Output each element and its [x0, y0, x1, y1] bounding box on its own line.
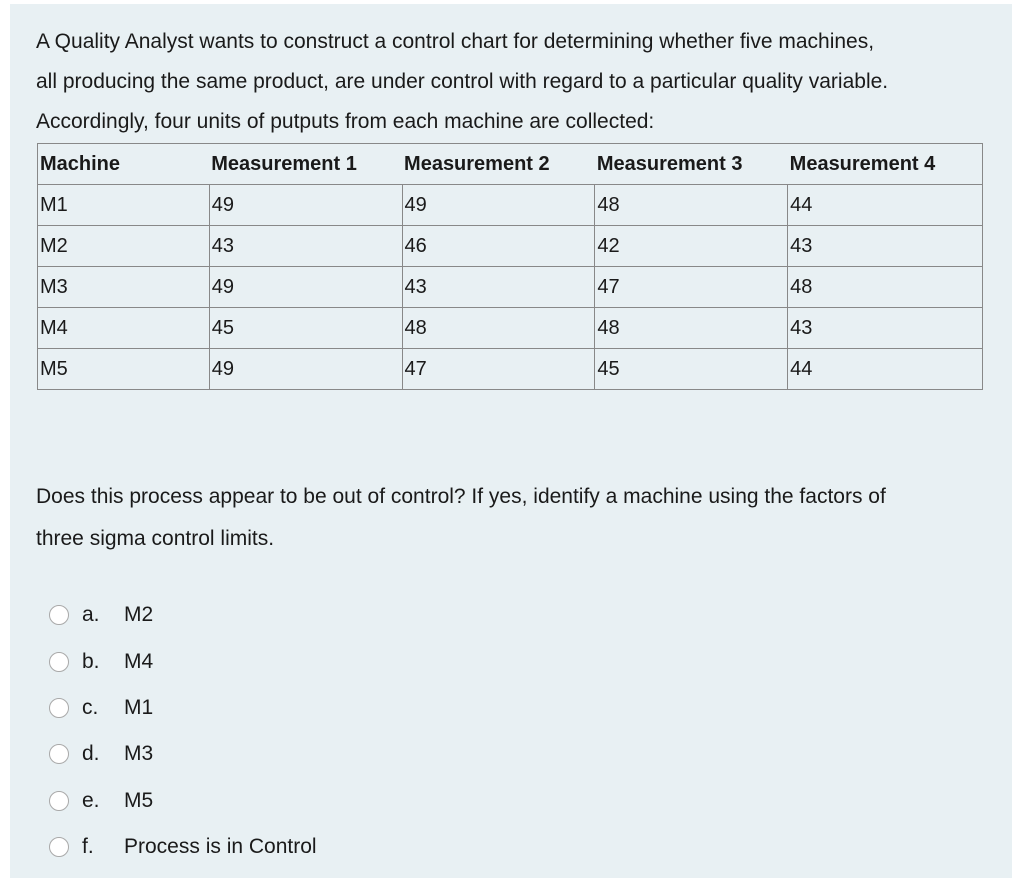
intro-line-1: A Quality Analyst wants to construct a control chart for determining whether five machines, [36, 30, 875, 53]
header-measurement-3: Measurement 3 [595, 144, 788, 185]
table-row [38, 226, 983, 267]
header-measurement-4: Measurement 4 [788, 144, 983, 185]
option-label: M5 [124, 788, 154, 812]
question-intro [36, 22, 996, 142]
cell-measurement-3: 48 [595, 185, 788, 226]
cell-machine: M4 [38, 308, 210, 349]
cell-measurement-3: 45 [595, 349, 788, 390]
option-label: M3 [124, 742, 154, 766]
cell-measurement-2: 43 [402, 267, 595, 308]
question-line-2: three sigma control limits. [36, 527, 275, 550]
cell-measurement-4: 43 [788, 226, 983, 267]
option-letter: c. [82, 695, 99, 719]
measurements-table [37, 143, 983, 390]
cell-machine: M1 [38, 185, 210, 226]
question-line-1: Does this process appear to be out of control? If yes, identify a machine using the factors of [36, 485, 886, 508]
cell-machine: M5 [38, 349, 210, 390]
header-measurement-2: Measurement 2 [402, 144, 595, 185]
radio-button[interactable] [49, 744, 69, 764]
option-f[interactable] [45, 824, 317, 870]
cell-measurement-2: 47 [402, 349, 595, 390]
cell-measurement-1: 49 [209, 349, 402, 390]
cell-measurement-1: 49 [209, 267, 402, 308]
option-letter: d. [82, 742, 100, 766]
header-machine: Machine [38, 144, 210, 185]
radio-button[interactable] [49, 652, 69, 672]
cell-measurement-1: 43 [209, 226, 402, 267]
option-label: M4 [124, 649, 154, 673]
option-letter: b. [82, 649, 100, 673]
option-letter: e. [82, 788, 100, 812]
intro-line-2: all producing the same product, are under control with regard to a particular quality variable. [36, 70, 889, 93]
option-c[interactable] [45, 685, 317, 731]
option-d[interactable] [45, 731, 317, 777]
table-row [38, 267, 983, 308]
radio-button[interactable] [49, 605, 69, 625]
intro-line-3: Accordingly, four units of putputs from each machine are collected: [36, 110, 655, 133]
cell-machine: M3 [38, 267, 210, 308]
cell-measurement-2: 46 [402, 226, 595, 267]
cell-measurement-4: 44 [788, 349, 983, 390]
table-header-row [38, 144, 983, 185]
radio-button[interactable] [49, 698, 69, 718]
cell-measurement-1: 49 [209, 185, 402, 226]
question-prompt [36, 476, 996, 560]
option-a[interactable] [45, 592, 317, 638]
cell-measurement-4: 48 [788, 267, 983, 308]
radio-button[interactable] [49, 837, 69, 857]
option-letter: f. [82, 835, 94, 859]
answer-options [45, 592, 317, 870]
option-letter: a. [82, 603, 100, 627]
cell-measurement-4: 43 [788, 308, 983, 349]
cell-measurement-2: 49 [402, 185, 595, 226]
cell-measurement-3: 42 [595, 226, 788, 267]
option-label: M1 [124, 695, 154, 719]
table-row [38, 185, 983, 226]
cell-measurement-3: 47 [595, 267, 788, 308]
radio-button[interactable] [49, 791, 69, 811]
cell-measurement-1: 45 [209, 308, 402, 349]
table-row [38, 308, 983, 349]
option-b[interactable] [45, 638, 317, 684]
cell-measurement-3: 48 [595, 308, 788, 349]
option-label: M2 [124, 603, 154, 627]
cell-machine: M2 [38, 226, 210, 267]
cell-measurement-2: 48 [402, 308, 595, 349]
cell-measurement-4: 44 [788, 185, 983, 226]
header-measurement-1: Measurement 1 [209, 144, 402, 185]
table-row [38, 349, 983, 390]
option-e[interactable] [45, 778, 317, 824]
option-label: Process is in Control [124, 835, 317, 859]
